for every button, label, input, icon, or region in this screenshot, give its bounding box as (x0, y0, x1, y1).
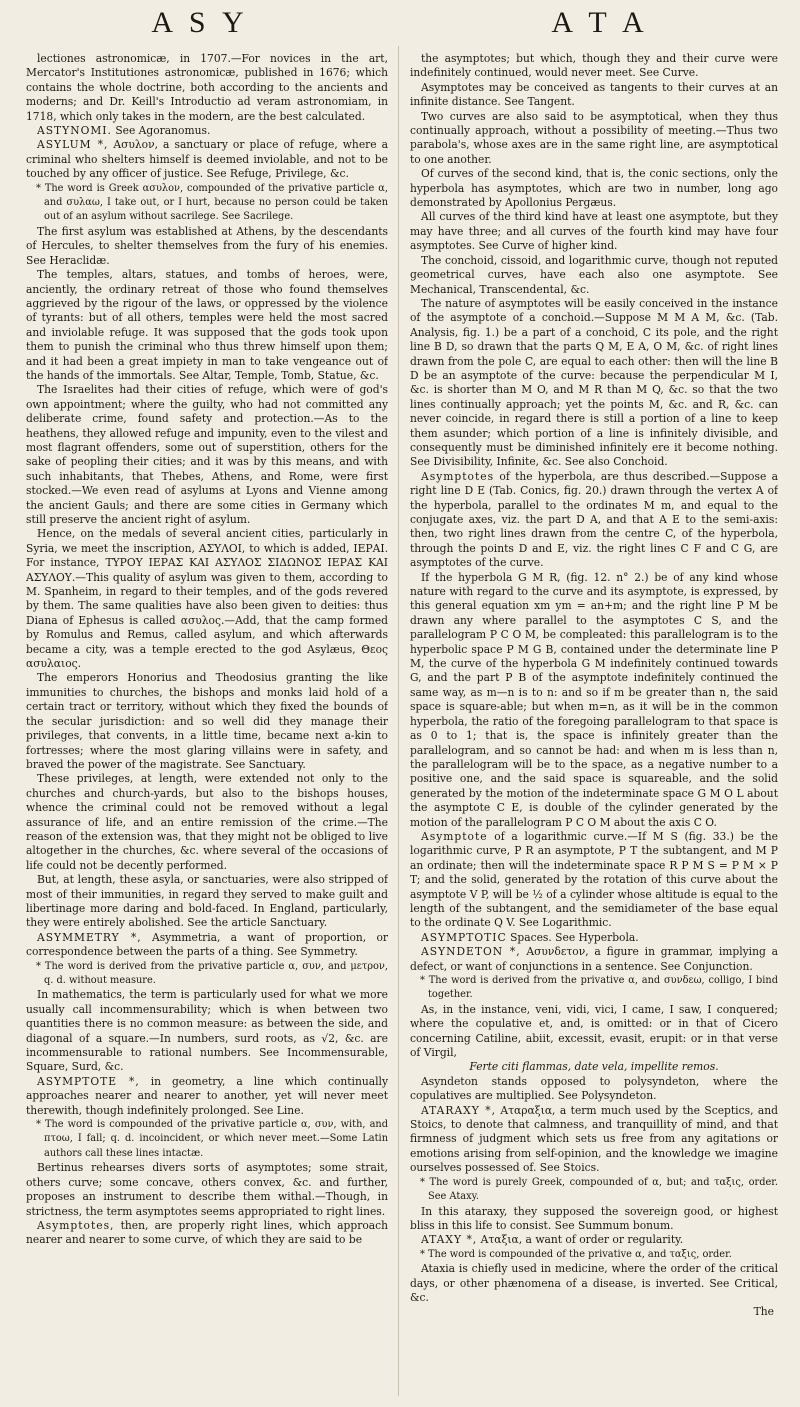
body-paragraph: the asymptotes; but which, though they and their curve were indefinitely continued, would never meet. See Curve. (410, 52, 778, 80)
entry-text: of the hyperbola, are thus described.—Suppose a right line D E (Tab. Conics, fig. 20.) drawn through the vertex A of the hyperbola, parallel to the ordinates M m, and equal to the conjugate axes, viz. the part D A, and that A E to the semi-axis: then, two right lines drawn from the centre C, of the hyperbola, through the points D and E, viz. the right lines C F and C G, are asymptotes of the curve. (410, 469, 778, 570)
etymology-note: * The word is Greek ασυλον, compounded of the privative particle α, and συλαω, I take out, or I hurt, because no person could be taken out of an asylum without sacrilege. See Sacrilege. (36, 182, 388, 223)
entry-headword: ASTYNOMI. (37, 124, 112, 138)
body-paragraph: If the hyperbola G M R, (fig. 12. n° 2.) be of any kind whose nature with regard to the curve and its asymptote, is expressed, by this general equation xm ym = an+m; and the right line P M be drawn any where parallel to the asymptotes C S, and the parallelogram P C O M, be compleated: this parallelogram is to the hyperbolic space P M G B, contained under the determinate line P M, the curve of the hyperbola G M indefinitely continued towards G, and the part P B of the asymptote indefinitely continued the same way, as m—n is to n: and so if m be greater than n, the said space is square-able; but when m=n, as it will be in the common hyperbola, the ratio of the foregoing parallelogram to that space is as 0 to 1; that is, the space is infinitely greater than the parallelogram, and so cannot be had: and when m is less than n, the parallelogram will be to the space, as a negative number to a positive one, and the said space is squareable, and the solid generated by the motion of the indeterminate space G M O L about the asymptote C E, is double of the cylinder generated by the motion of the parallelogram P C O M about the axis C O. (410, 570, 778, 829)
verse-quote: Ferte citi flammas, date vela, impellite remos. (469, 1060, 719, 1074)
body-paragraph: The conchoid, cissoid, and logarithmic curve, though not reputed geometrical curves, have each also one asymptote. See Mechanical, Transcendental, &c. (410, 253, 778, 296)
running-head-right: A T A (551, 6, 649, 39)
body-paragraph: Asyndeton stands opposed to polysyndeton, where the copulatives are multiplied. See Polysyndeton. (410, 1074, 778, 1103)
entry-headword: ATARAXY *, (421, 1103, 496, 1117)
body-paragraph: Of curves of the second kind, that is, the conic sections, only the hyperbola has asymptotes, which are two in number, long ago demonstrated by Apollonius Pergæus. (410, 167, 778, 210)
body-paragraph: The temples, altars, statues, and tombs of heroes, were, anciently, the ordinary retreat of those who found themselves aggrieved by the rigour of the laws, or oppressed by the violence of tyrants: but of all others, temples were held the most sacred and inviolable refuge. It was supposed that the gods took upon them to punish the criminal who thus threw himself upon them; and it had been a great impiety in man to take vengeance out of the hands of the immortals. See Altar, Temple, Tomb, Statue, &c. (26, 268, 388, 382)
entry-text: Asymmetria, a want of proportion, or correspondence between the parts of a thing. See Symmetry. (26, 930, 388, 959)
dictionary-entry (410, 470, 778, 571)
etymology-note: * The word is compounded of the privative particle α, συν, with, and πτοω, I fall; q. d. incoincident, or which never meet.—Some Latin authors call these lines intactæ. (36, 1119, 388, 1159)
body-paragraph: The Israelites had their cities of refuge, which were of god's own appointment; where the guilty, who had not committed any deliberate crime, found safety and protection.—As to the heathens, they allowed refuge and impunity, even to the vilest and most flagrant offenders, some out of superstition, others for the sake of peopling their cities; and it was by this means, and with such inhabitants, that Thebes, Athens, and Rome, were first stocked.—We even read of asylums at Lyons and Vienne among the ancient Gauls; and there are some cities in Germany which still preserve the ancient right of asylum. (26, 383, 388, 526)
dictionary-entry (410, 931, 778, 945)
dictionary-entry (410, 1104, 778, 1176)
entry-text: then, are properly right lines, which approach nearer and nearer to some curve, of which they are said to be (26, 1218, 388, 1247)
dictionary-entry (410, 830, 778, 931)
entry-headword: ASYNDETON *, (421, 945, 521, 959)
dictionary-entry (410, 945, 778, 974)
running-head-left: A S Y (151, 6, 249, 39)
entry-text: Ασυνδετον, a figure in grammar, implying a defect, or want of conjunctions in a sentence. See Conjunction. (410, 945, 778, 973)
entry-headword: ATAXY *, (421, 1233, 478, 1247)
entry-text: Spaces. See Hyperbola. (510, 930, 639, 944)
body-paragraph: In mathematics, the term is particularly used for what we more usually call incommensurability; which is when between two quantities there is no common measure: as between the side, and diagonal of a square.—In numbers, surd roots, as √2, &c. are incommensurable to rational numbers. See Incommensurable, Square, Surd, &c. (26, 988, 388, 1074)
entry-headword: Asymptote (421, 829, 488, 843)
body-paragraph: The first asylum was established at Athens, by the descendants of Hercules, to shelter themselves from the fury of his enemies. See Heraclidæ. (26, 224, 388, 267)
body-paragraph: Bertinus rehearses divers sorts of asymptotes; some strait, others curve; some concave, others convex, &c. and further, proposes an instrument to describe them withal.—Though, in strictness, the term asymptotes seems appropriated to right lines. (26, 1161, 388, 1218)
body-paragraph: The emperors Honorius and Theodosius granting the like immunities to churches, the bishops and monks laid hold of a certain tract or territory, without which they fixed the bounds of the secular jurisdiction: and so well did they manage their privileges, that convents, in a little time, became next a-kin to fortresses; where the most glaring villains were in safety, and braved the power of the magistrate. See Sanctuary. (26, 671, 388, 771)
column-divider (398, 46, 399, 1396)
entry-headword: ASYMPTOTIC (421, 930, 507, 944)
entry-text: in geometry, a line which continually approaches nearer and nearer to another, yet will never meet therewith, though indefinitely prolonged. See Line. (26, 1074, 388, 1117)
body-paragraph: As, in the instance, veni, vidi, vici, I came, I saw, I conquered; where the copulative et, and, is omitted: or in that of Cicero concerning Catiline, abiit, excessit, evasit, erupit: or in that verse of Virgil, (410, 1002, 778, 1060)
entry-text: Αταξια, a want of order or regularity. (480, 1233, 684, 1247)
dictionary-entry (26, 931, 388, 960)
entry-headword: ASYMPTOTE *, (37, 1074, 140, 1088)
entry-headword: ASYLUM *, (37, 138, 109, 152)
dictionary-entry (26, 1075, 388, 1118)
right-column (410, 52, 778, 1402)
body-paragraph: The nature of asymptotes will be easily conceived in the instance of the asymptote of a conchoid.—Suppose M M A M, &c. (Tab. Analysis, fig. 1.) be a part of a conchoid, C its pole, and the right line B D, so drawn that the parts Q M, E A, O M, &c. of right lines drawn from the pole C, are equal to each other: then will the line B D be an asymptote of the curve: because the perpendicular M I, &c. is shorter than M O, and M R than M Q, &c. so that the two lines continually approach; yet the points M, &c. and R, &c. can never coincide, in regard there is still a portion of a line to keep them asunder; which portion of a line is infinitely divisible, and consequently must be diminished infinitely ere it become nothing. See Divisibility, Infinite, &c. See also Conchoid. (410, 296, 778, 469)
dictionary-entry (26, 1219, 388, 1248)
entry-text: of a logarithmic curve.—If M S (fig. 33.) be the logarithmic curve, P R an asymptote, P T the subtangent, and M P an ordinate; then will the indeterminate space R P M S = P M × P T; and the solid, generated by the rotation of this curve about the asymptote V P, will be ½ of a cylinder whose altitude is equal to the length of the subtangent, and the semidiameter of the base equal to the ordinate Q V. See Logarithmic. (410, 829, 778, 930)
body-paragraph: Ataxia is chiefly used in medicine, where the order of the critical days, or other phænomena of a disease, is inverted. See Critical, &c. (410, 1262, 778, 1304)
catchword: The (753, 1305, 774, 1319)
body-paragraph: Asymptotes may be conceived as tangents to their curves at an infinite distance. See Tangent. (410, 80, 778, 109)
body-paragraph: Hence, on the medals of several ancient cities, particularly in Syria, we meet the inscription, ΑΣΥΛΟΙ, to which is added, ΙΕΡΑΙ. For instance, ΤΥΡΟΥ ΙΕΡΑΣ ΚΑΙ ΑΣΥΛΟΣ ΣΙΔΩΝΟΣ ΙΕΡΑΣ ΚΑΙ ΑΣΥΛΟΥ.—This quality of asylum was given to them, according to M. Spanheim, in regard to their temples, and of the gods revered by them. The same qualities have also been given to deities: thus Diana of Ephesus is called ασυλος.—Add, that the camp formed by Romulus and Remus, called asylum, and which afterwards became a city, was a temple erected to the god Asylæus, Θεος ασυλαιος. (26, 527, 388, 671)
entry-text: See Agoranomus. (115, 124, 211, 138)
entry-headword: ASYMMETRY *, (37, 930, 142, 944)
dictionary-entry (26, 124, 388, 138)
left-column (26, 52, 388, 1402)
etymology-note: * The word is derived from the privative particle α, συν, and μετρον, q. d. without measure. (36, 960, 388, 986)
etymology-note: * The word is derived from the privative α, and συνδεω, colligo, I bind together. (420, 975, 778, 1001)
body-paragraph: These privileges, at length, were extended not only to the churches and church-yards, but also to the bishops houses, whence the criminal could not be removed without a legal assurance of life, and an entire remission of the crime.—The reason of the extension was, that they might not be obliged to live altogether in the churches, &c. where several of the occasions of life could not be decently performed. (26, 772, 388, 872)
body-paragraph: Two curves are also said to be asymptotical, when they thus continually approach, without a possibility of meeting.—Thus two parabola's, whose axes are in the same right line, are asymptotical to one another. (410, 109, 778, 166)
entry-headword: Asymptotes, (37, 1218, 115, 1232)
body-paragraph: But, at length, these asyla, or sanctuaries, were also stripped of most of their immunities, in regard they served to make guilt and libertinage more daring and bold-faced. In England, particularly, they were entirely abolished. See the article Sanctuary. (26, 873, 388, 930)
entry-text: Ασυλον, a sanctuary or place of refuge, where a criminal who shelters himself is deemed inviolable, and not to be touched by any officer of justice. See Refuge, Privilege, &c. (26, 138, 388, 181)
dictionary-entry (410, 1233, 778, 1247)
entry-headword: Asymptotes (421, 469, 495, 483)
body-paragraph: lectiones astronomicæ, in 1707.—For novices in the art, Mercator's Institutiones astronomicæ, published in 1676; which contains the whole doctrine, both according to the ancients and moderns; and Dr. Keill's Introductio ad veram astronomiam, in 1718, which only takes in the modern, are the best calculated. (26, 52, 388, 123)
body-paragraph: In this ataraxy, they supposed the sovereign good, or highest bliss in this life to consist. See Summum bonum. (410, 1204, 778, 1232)
etymology-note: * The word is compounded of the privative α, and ταξις, order. (420, 1248, 732, 1260)
body-paragraph: All curves of the third kind have at least one asymptote, but they may have three; and all curves of the fourth kind may have four asymptotes. See Curve of higher kind. (410, 210, 778, 253)
entry-text: Αταραξια, a term much used by the Sceptics, and Stoics, to denote that calmness, and tranquillity of mind, and that firmness of judgment which sets us free from any agitations or emotions arising from self-opinion, and the knowledge we imagine ourselves possessed of. See Stoics. (410, 1103, 778, 1175)
etymology-note: * The word is purely Greek, compounded of α, but; and ταξις, order. See Ataxy. (420, 1176, 778, 1203)
dictionary-entry (26, 138, 388, 181)
